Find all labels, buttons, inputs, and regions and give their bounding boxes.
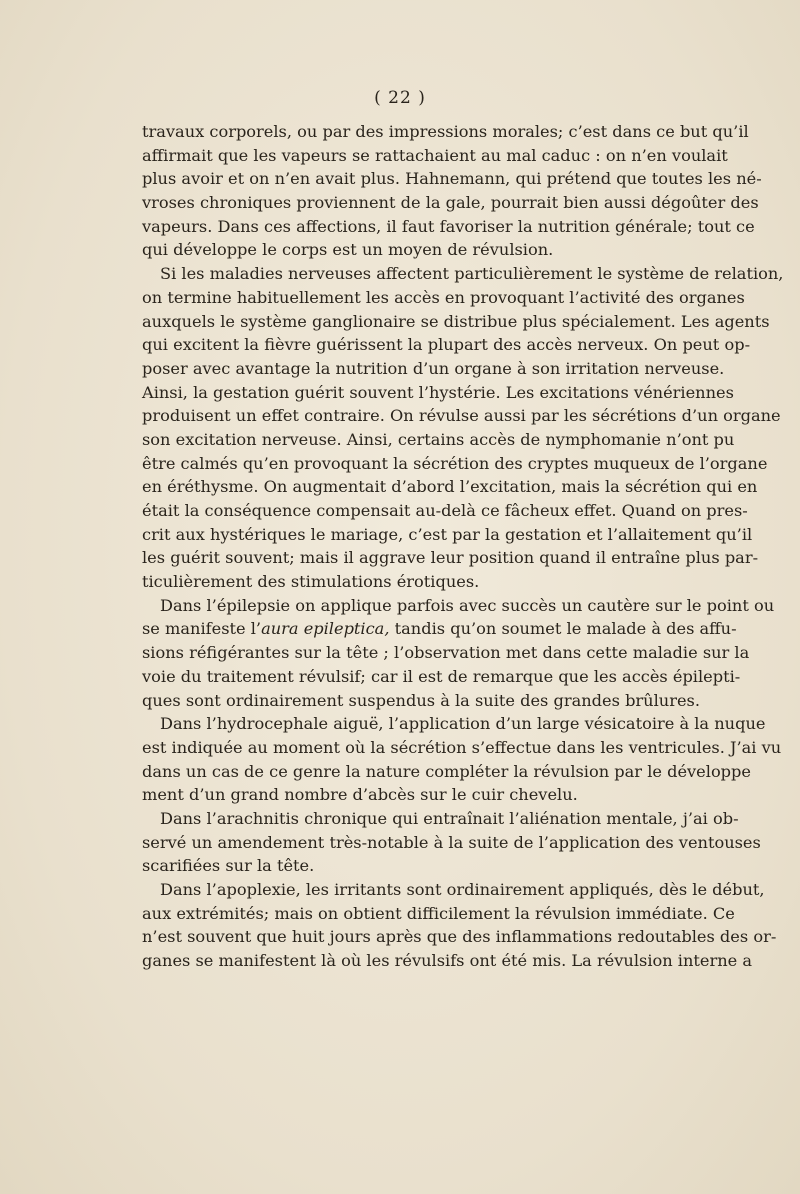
text-line: crit aux hystériques le mariage, c’est par la gestation et l’allaitement qu’il	[142, 524, 753, 544]
text-line: être calmés qu’en provoquant la sécrétion des cryptes muqueux de l’organe	[142, 453, 768, 473]
text-line: en éréthysme. On augmentait d’abord l’excitation, mais la sécrétion qui en	[142, 477, 758, 497]
text-line: qui excitent la fièvre guérissent la plupart des accès nerveux. On peut op-	[142, 335, 751, 355]
text-line: affirmait que les vapeurs se rattachaient au mal caduc : on n’en voulait	[142, 145, 728, 165]
text-line: Dans l’hydrocephale aiguë, l’application d’un large vésicatoire à la nuque	[160, 714, 766, 734]
text-line: auxquels le système ganglionaire se distribue plus spécialement. Les agents	[142, 311, 770, 331]
text-segment: Dans l’épilepsie on applique parfois avec succès un cautère sur le point ou	[160, 595, 775, 615]
body-text	[142, 120, 784, 973]
text-line	[142, 594, 775, 618]
text-line: vroses chroniques proviennent de la gale, pourrait bien aussi dégoûter des	[142, 193, 759, 213]
text-line: plus avoir et on n’en avait plus. Hahnemann, qui prétend que toutes les né-	[142, 169, 762, 189]
text-line: Dans l’arachnitis chronique qui entraînait l’aliénation mentale, j’ai ob-	[160, 808, 739, 828]
text-line: qui développe le corps est un moyen de révulsion.	[142, 240, 554, 260]
text-line: on termine habituellement les accès en provoquant l’activité des organes	[142, 287, 745, 307]
page-number: ( 22 )	[374, 88, 426, 108]
text-line: ticulièrement des stimulations érotiques.	[142, 572, 480, 592]
text-line: voie du traitement révulsif; car il est de remarque que les accès épilepti-	[142, 666, 741, 686]
text-line: ment d’un grand nombre d’abcès sur le cuir chevelu.	[142, 785, 578, 805]
text-line: son excitation nerveuse. Ainsi, certains accès de nymphomanie n’ont pu	[142, 429, 735, 449]
text-line: servé un amendement très-notable à la suite de l’application des ventouses	[142, 832, 761, 852]
text-line: Ainsi, la gestation guérit souvent l’hystérie. Les excitations vénériennes	[142, 382, 734, 402]
text-line: travaux corporels, ou par des impressions morales; c’est dans ce but qu’il	[142, 122, 749, 141]
text-line: aux extrémités; mais on obtient difficilement la révulsion immédiate. Ce	[142, 903, 735, 923]
text-line	[142, 617, 737, 641]
text-segment: tandis qu’on soumet le malade à des affu-	[389, 619, 737, 639]
text-line: ganes se manifestent là où les révulsifs ont été mis. La révulsion interne a	[142, 951, 753, 971]
italic-term: aura epileptica,	[261, 619, 390, 639]
text-line: produisent un effet contraire. On révulse aussi par les sécrétions d’un organe	[142, 406, 781, 426]
text-line: poser avec avantage la nutrition d’un organe à son irritation nerveuse.	[142, 358, 725, 378]
text-line: était la conséquence compensait au-delà ce fâcheux effet. Quand on pres-	[142, 501, 748, 520]
text-line: Dans l’apoplexie, les irritants sont ordinairement appliqués, dès le début,	[160, 880, 765, 899]
text-line: les guérit souvent; mais il aggrave leur position quand il entraîne plus par-	[142, 548, 759, 568]
text-line: dans un cas de ce genre la nature compléter la révulsion par le développe	[142, 761, 751, 781]
text-line: scarifiées sur la tête.	[142, 856, 315, 876]
text-line: Si les maladies nerveuses affectent particulièrement le système de relation,	[160, 264, 784, 284]
text-line: vapeurs. Dans ces affections, il faut favoriser la nutrition générale; tout ce	[142, 216, 755, 236]
text-line: n’est souvent que huit jours après que des inflammations redoutables des or-	[142, 927, 777, 947]
text-segment: se manifeste l’	[142, 619, 262, 639]
text-line: sions réfigérantes sur la tête ; l’observation met dans cette maladie sur la	[142, 643, 750, 663]
text-line: ques sont ordinairement suspendus à la suite des grandes brûlures.	[142, 690, 700, 710]
text-line: est indiquée au moment où la sécrétion s’effectue dans les ventricules. J’ai vu	[142, 737, 782, 757]
